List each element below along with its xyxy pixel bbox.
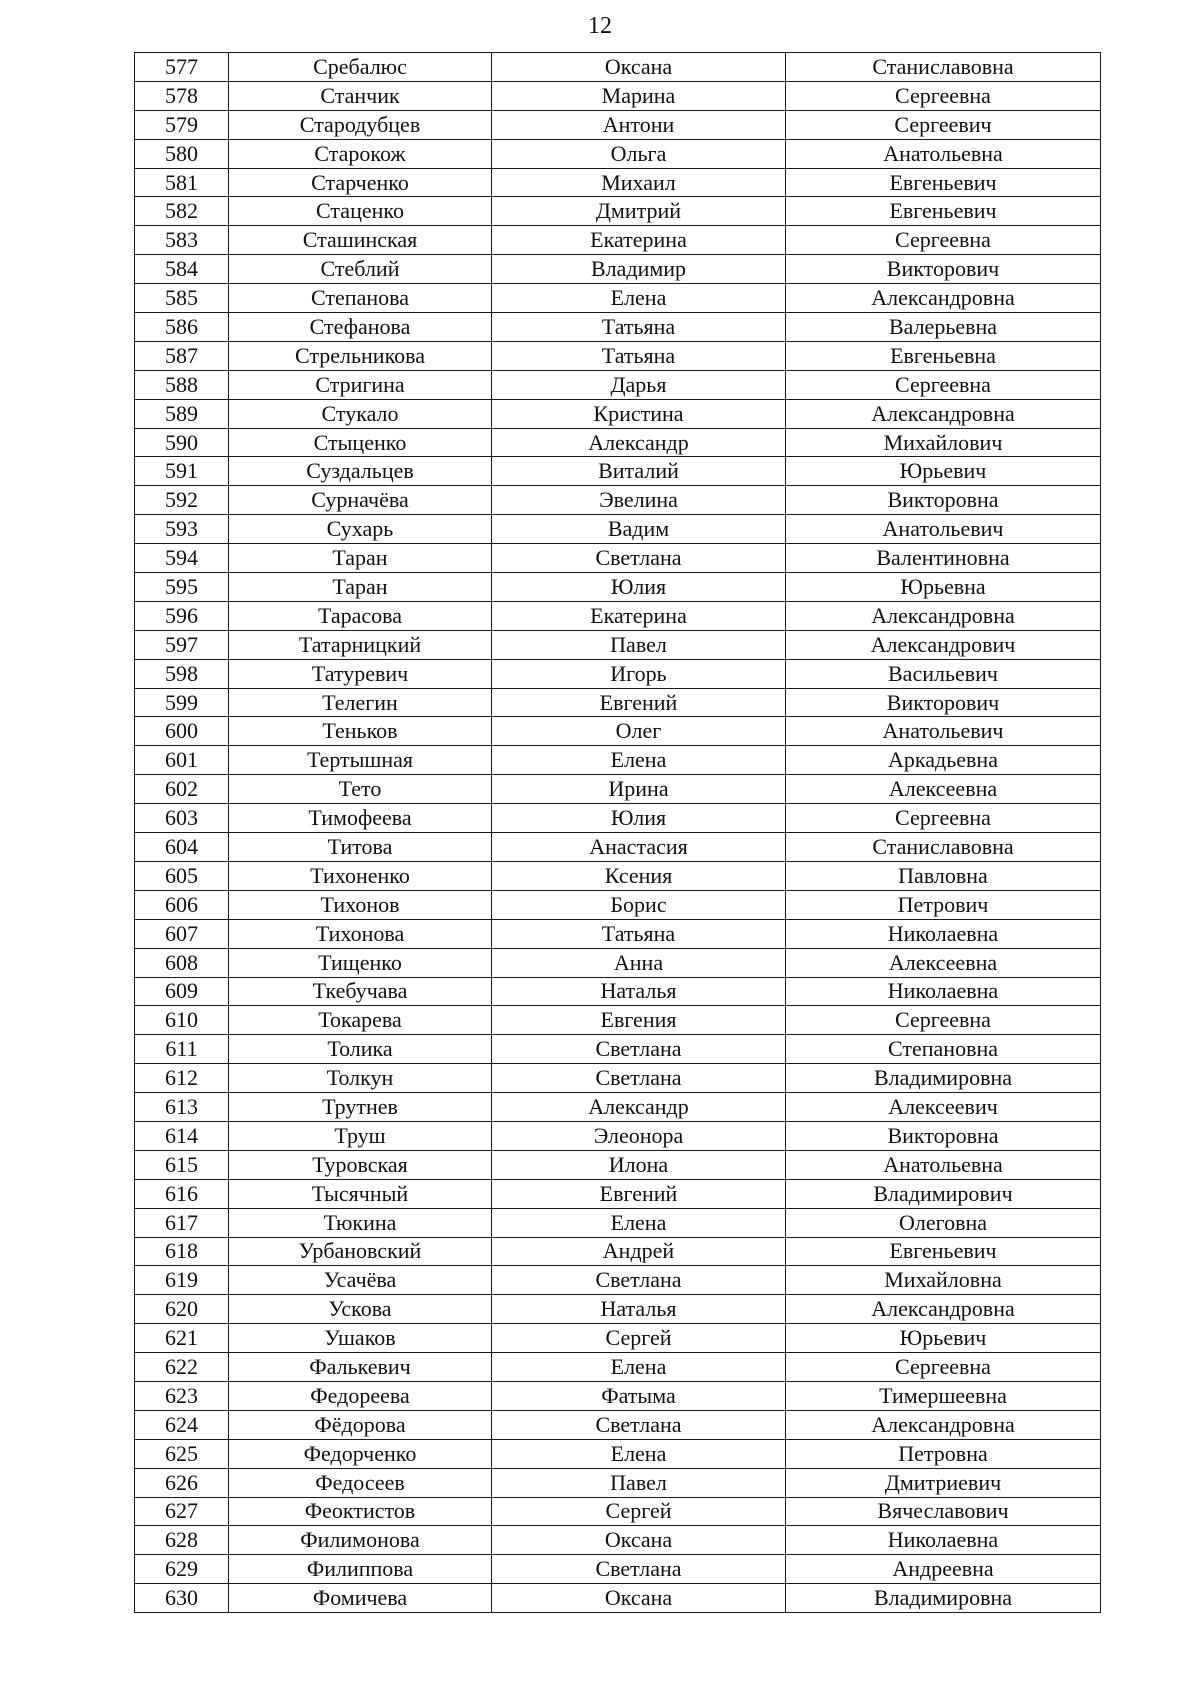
first-name-cell: Юлия xyxy=(492,804,786,833)
row-number-cell: 585 xyxy=(135,284,229,313)
first-name-cell: Павел xyxy=(492,630,786,659)
patronymic-cell: Сергеевна xyxy=(786,1353,1101,1382)
first-name-cell: Фатыма xyxy=(492,1381,786,1410)
first-name-cell: Сергей xyxy=(492,1324,786,1353)
first-name-cell: Ольга xyxy=(492,139,786,168)
table-row xyxy=(135,1064,1101,1093)
last-name-cell: Тарасова xyxy=(229,601,492,630)
table-row xyxy=(135,486,1101,515)
first-name-cell: Игорь xyxy=(492,659,786,688)
table-row xyxy=(135,659,1101,688)
first-name-cell: Татьяна xyxy=(492,313,786,342)
patronymic-cell: Юрьевич xyxy=(786,1324,1101,1353)
table-row xyxy=(135,630,1101,659)
patronymic-cell: Евгеньевич xyxy=(786,1237,1101,1266)
patronymic-cell: Валентиновна xyxy=(786,544,1101,573)
last-name-cell: Сурначёва xyxy=(229,486,492,515)
patronymic-cell: Александровна xyxy=(786,1295,1101,1324)
patronymic-cell: Дмитриевич xyxy=(786,1468,1101,1497)
patronymic-cell: Алексеевна xyxy=(786,948,1101,977)
row-number-cell: 606 xyxy=(135,890,229,919)
first-name-cell: Ксения xyxy=(492,861,786,890)
patronymic-cell: Александровна xyxy=(786,601,1101,630)
row-number-cell: 603 xyxy=(135,804,229,833)
table-row xyxy=(135,746,1101,775)
patronymic-cell: Станиславовна xyxy=(786,53,1101,82)
last-name-cell: Тюкина xyxy=(229,1208,492,1237)
first-name-cell: Александр xyxy=(492,1093,786,1122)
row-number-cell: 613 xyxy=(135,1093,229,1122)
row-number-cell: 629 xyxy=(135,1555,229,1584)
row-number-cell: 614 xyxy=(135,1121,229,1150)
table-row xyxy=(135,977,1101,1006)
table-row xyxy=(135,688,1101,717)
table-row xyxy=(135,81,1101,110)
table-row xyxy=(135,833,1101,862)
table-row xyxy=(135,457,1101,486)
first-name-cell: Елена xyxy=(492,1439,786,1468)
first-name-cell: Павел xyxy=(492,1468,786,1497)
first-name-cell: Наталья xyxy=(492,1295,786,1324)
row-number-cell: 611 xyxy=(135,1035,229,1064)
first-name-cell: Антони xyxy=(492,110,786,139)
row-number-cell: 601 xyxy=(135,746,229,775)
last-name-cell: Трутнев xyxy=(229,1093,492,1122)
last-name-cell: Стаценко xyxy=(229,197,492,226)
table-row xyxy=(135,428,1101,457)
last-name-cell: Стефанова xyxy=(229,313,492,342)
row-number-cell: 591 xyxy=(135,457,229,486)
patronymic-cell: Владимировна xyxy=(786,1064,1101,1093)
patronymic-cell: Павловна xyxy=(786,861,1101,890)
patronymic-cell: Васильевич xyxy=(786,659,1101,688)
table-row xyxy=(135,399,1101,428)
first-name-cell: Дарья xyxy=(492,370,786,399)
last-name-cell: Стеблий xyxy=(229,255,492,284)
first-name-cell: Владимир xyxy=(492,255,786,284)
row-number-cell: 578 xyxy=(135,81,229,110)
row-number-cell: 588 xyxy=(135,370,229,399)
patronymic-cell: Александровна xyxy=(786,399,1101,428)
row-number-cell: 618 xyxy=(135,1237,229,1266)
last-name-cell: Тысячный xyxy=(229,1179,492,1208)
row-number-cell: 600 xyxy=(135,717,229,746)
last-name-cell: Феоктистов xyxy=(229,1497,492,1526)
patronymic-cell: Анатольевна xyxy=(786,1150,1101,1179)
table-row xyxy=(135,515,1101,544)
row-number-cell: 582 xyxy=(135,197,229,226)
patronymic-cell: Тимершеевна xyxy=(786,1381,1101,1410)
row-number-cell: 619 xyxy=(135,1266,229,1295)
first-name-cell: Марина xyxy=(492,81,786,110)
row-number-cell: 610 xyxy=(135,1006,229,1035)
patronymic-cell: Евгеньевна xyxy=(786,341,1101,370)
patronymic-cell: Аркадьевна xyxy=(786,746,1101,775)
patronymic-cell: Станиславовна xyxy=(786,833,1101,862)
last-name-cell: Тихоненко xyxy=(229,861,492,890)
last-name-cell: Федосеев xyxy=(229,1468,492,1497)
last-name-cell: Фомичева xyxy=(229,1584,492,1613)
first-name-cell: Елена xyxy=(492,1208,786,1237)
table-row xyxy=(135,1266,1101,1295)
row-number-cell: 626 xyxy=(135,1468,229,1497)
last-name-cell: Стыценко xyxy=(229,428,492,457)
first-name-cell: Екатерина xyxy=(492,601,786,630)
patronymic-cell: Викторовна xyxy=(786,486,1101,515)
row-number-cell: 583 xyxy=(135,226,229,255)
last-name-cell: Сребалюс xyxy=(229,53,492,82)
roster-table xyxy=(134,52,1101,1613)
patronymic-cell: Александровна xyxy=(786,1410,1101,1439)
patronymic-cell: Сергеевна xyxy=(786,370,1101,399)
first-name-cell: Кристина xyxy=(492,399,786,428)
table-row xyxy=(135,1584,1101,1613)
table-row xyxy=(135,1324,1101,1353)
patronymic-cell: Петровна xyxy=(786,1439,1101,1468)
last-name-cell: Стукало xyxy=(229,399,492,428)
first-name-cell: Евгений xyxy=(492,688,786,717)
table-row xyxy=(135,341,1101,370)
first-name-cell: Анна xyxy=(492,948,786,977)
row-number-cell: 596 xyxy=(135,601,229,630)
last-name-cell: Стародубцев xyxy=(229,110,492,139)
last-name-cell: Фёдорова xyxy=(229,1410,492,1439)
last-name-cell: Тето xyxy=(229,775,492,804)
table-row xyxy=(135,1353,1101,1382)
first-name-cell: Ирина xyxy=(492,775,786,804)
table-row xyxy=(135,110,1101,139)
last-name-cell: Ускова xyxy=(229,1295,492,1324)
row-number-cell: 594 xyxy=(135,544,229,573)
first-name-cell: Дмитрий xyxy=(492,197,786,226)
table-row xyxy=(135,226,1101,255)
table-row xyxy=(135,53,1101,82)
patronymic-cell: Степановна xyxy=(786,1035,1101,1064)
row-number-cell: 593 xyxy=(135,515,229,544)
first-name-cell: Элеонора xyxy=(492,1121,786,1150)
last-name-cell: Стрельникова xyxy=(229,341,492,370)
patronymic-cell: Сергеевна xyxy=(786,81,1101,110)
last-name-cell: Старченко xyxy=(229,168,492,197)
last-name-cell: Старокож xyxy=(229,139,492,168)
patronymic-cell: Александрович xyxy=(786,630,1101,659)
first-name-cell: Екатерина xyxy=(492,226,786,255)
first-name-cell: Наталья xyxy=(492,977,786,1006)
patronymic-cell: Анатольевич xyxy=(786,717,1101,746)
table-row xyxy=(135,1035,1101,1064)
last-name-cell: Туровская xyxy=(229,1150,492,1179)
patronymic-cell: Андреевна xyxy=(786,1555,1101,1584)
last-name-cell: Титова xyxy=(229,833,492,862)
row-number-cell: 615 xyxy=(135,1150,229,1179)
last-name-cell: Фалькевич xyxy=(229,1353,492,1382)
table-row xyxy=(135,1381,1101,1410)
last-name-cell: Тихонов xyxy=(229,890,492,919)
table-row xyxy=(135,948,1101,977)
patronymic-cell: Олеговна xyxy=(786,1208,1101,1237)
row-number-cell: 577 xyxy=(135,53,229,82)
first-name-cell: Татьяна xyxy=(492,919,786,948)
patronymic-cell: Вячеславович xyxy=(786,1497,1101,1526)
last-name-cell: Степанова xyxy=(229,284,492,313)
table-row xyxy=(135,1526,1101,1555)
first-name-cell: Илона xyxy=(492,1150,786,1179)
table-row xyxy=(135,601,1101,630)
row-number-cell: 599 xyxy=(135,688,229,717)
row-number-cell: 607 xyxy=(135,919,229,948)
table-row xyxy=(135,1121,1101,1150)
patronymic-cell: Юрьевна xyxy=(786,573,1101,602)
table-row xyxy=(135,1179,1101,1208)
table-row xyxy=(135,313,1101,342)
row-number-cell: 598 xyxy=(135,659,229,688)
patronymic-cell: Владимировна xyxy=(786,1584,1101,1613)
table-row xyxy=(135,573,1101,602)
table-row xyxy=(135,717,1101,746)
last-name-cell: Сташинская xyxy=(229,226,492,255)
patronymic-cell: Алексеевна xyxy=(786,775,1101,804)
last-name-cell: Теньков xyxy=(229,717,492,746)
first-name-cell: Евгений xyxy=(492,1179,786,1208)
row-number-cell: 587 xyxy=(135,341,229,370)
table-row xyxy=(135,861,1101,890)
last-name-cell: Тимофеева xyxy=(229,804,492,833)
patronymic-cell: Михайловна xyxy=(786,1266,1101,1295)
patronymic-cell: Николаевна xyxy=(786,977,1101,1006)
patronymic-cell: Сергеевна xyxy=(786,1006,1101,1035)
first-name-cell: Светлана xyxy=(492,544,786,573)
row-number-cell: 627 xyxy=(135,1497,229,1526)
table-row xyxy=(135,919,1101,948)
first-name-cell: Светлана xyxy=(492,1410,786,1439)
first-name-cell: Эвелина xyxy=(492,486,786,515)
last-name-cell: Тищенко xyxy=(229,948,492,977)
row-number-cell: 597 xyxy=(135,630,229,659)
first-name-cell: Олег xyxy=(492,717,786,746)
row-number-cell: 592 xyxy=(135,486,229,515)
first-name-cell: Михаил xyxy=(492,168,786,197)
first-name-cell: Светлана xyxy=(492,1266,786,1295)
last-name-cell: Федорченко xyxy=(229,1439,492,1468)
row-number-cell: 580 xyxy=(135,139,229,168)
table-row xyxy=(135,1150,1101,1179)
row-number-cell: 590 xyxy=(135,428,229,457)
row-number-cell: 616 xyxy=(135,1179,229,1208)
row-number-cell: 612 xyxy=(135,1064,229,1093)
patronymic-cell: Анатольевич xyxy=(786,515,1101,544)
page-number: 12 xyxy=(588,13,612,39)
first-name-cell: Татьяна xyxy=(492,341,786,370)
patronymic-cell: Валерьевна xyxy=(786,313,1101,342)
last-name-cell: Татуревич xyxy=(229,659,492,688)
first-name-cell: Вадим xyxy=(492,515,786,544)
last-name-cell: Тертышная xyxy=(229,746,492,775)
row-number-cell: 589 xyxy=(135,399,229,428)
table-row xyxy=(135,804,1101,833)
last-name-cell: Таран xyxy=(229,573,492,602)
last-name-cell: Татарницкий xyxy=(229,630,492,659)
last-name-cell: Урбановский xyxy=(229,1237,492,1266)
first-name-cell: Елена xyxy=(492,284,786,313)
table-row xyxy=(135,168,1101,197)
patronymic-cell: Петрович xyxy=(786,890,1101,919)
last-name-cell: Ткебучава xyxy=(229,977,492,1006)
row-number-cell: 622 xyxy=(135,1353,229,1382)
patronymic-cell: Викторович xyxy=(786,688,1101,717)
table-row xyxy=(135,284,1101,313)
first-name-cell: Евгения xyxy=(492,1006,786,1035)
last-name-cell: Толкун xyxy=(229,1064,492,1093)
row-number-cell: 608 xyxy=(135,948,229,977)
last-name-cell: Токарева xyxy=(229,1006,492,1035)
first-name-cell: Борис xyxy=(492,890,786,919)
table-row xyxy=(135,1006,1101,1035)
last-name-cell: Федореева xyxy=(229,1381,492,1410)
last-name-cell: Тихонова xyxy=(229,919,492,948)
row-number-cell: 584 xyxy=(135,255,229,284)
last-name-cell: Филимонова xyxy=(229,1526,492,1555)
first-name-cell: Анастасия xyxy=(492,833,786,862)
table-row xyxy=(135,890,1101,919)
patronymic-cell: Сергеевна xyxy=(786,226,1101,255)
patronymic-cell: Николаевна xyxy=(786,919,1101,948)
table-row xyxy=(135,197,1101,226)
table-row xyxy=(135,1208,1101,1237)
patronymic-cell: Викторовна xyxy=(786,1121,1101,1150)
first-name-cell: Светлана xyxy=(492,1035,786,1064)
row-number-cell: 579 xyxy=(135,110,229,139)
row-number-cell: 581 xyxy=(135,168,229,197)
last-name-cell: Сухарь xyxy=(229,515,492,544)
last-name-cell: Таран xyxy=(229,544,492,573)
last-name-cell: Телегин xyxy=(229,688,492,717)
last-name-cell: Толика xyxy=(229,1035,492,1064)
table-row xyxy=(135,1237,1101,1266)
last-name-cell: Стригина xyxy=(229,370,492,399)
patronymic-cell: Алексеевич xyxy=(786,1093,1101,1122)
table-row xyxy=(135,139,1101,168)
row-number-cell: 628 xyxy=(135,1526,229,1555)
last-name-cell: Ушаков xyxy=(229,1324,492,1353)
table-row xyxy=(135,370,1101,399)
patronymic-cell: Юрьевич xyxy=(786,457,1101,486)
patronymic-cell: Евгеньевич xyxy=(786,168,1101,197)
table-row xyxy=(135,1468,1101,1497)
patronymic-cell: Сергеевич xyxy=(786,110,1101,139)
table-row xyxy=(135,1093,1101,1122)
last-name-cell: Филиппова xyxy=(229,1555,492,1584)
first-name-cell: Оксана xyxy=(492,53,786,82)
first-name-cell: Оксана xyxy=(492,1526,786,1555)
roster-table-body xyxy=(135,53,1101,1613)
row-number-cell: 586 xyxy=(135,313,229,342)
first-name-cell: Оксана xyxy=(492,1584,786,1613)
patronymic-cell: Николаевна xyxy=(786,1526,1101,1555)
table-row xyxy=(135,1410,1101,1439)
row-number-cell: 604 xyxy=(135,833,229,862)
row-number-cell: 617 xyxy=(135,1208,229,1237)
first-name-cell: Сергей xyxy=(492,1497,786,1526)
patronymic-cell: Викторович xyxy=(786,255,1101,284)
first-name-cell: Александр xyxy=(492,428,786,457)
patronymic-cell: Евгеньевич xyxy=(786,197,1101,226)
patronymic-cell: Михайлович xyxy=(786,428,1101,457)
row-number-cell: 609 xyxy=(135,977,229,1006)
first-name-cell: Светлана xyxy=(492,1555,786,1584)
table-row xyxy=(135,1439,1101,1468)
table-row xyxy=(135,255,1101,284)
row-number-cell: 620 xyxy=(135,1295,229,1324)
row-number-cell: 630 xyxy=(135,1584,229,1613)
table-row xyxy=(135,1555,1101,1584)
last-name-cell: Станчик xyxy=(229,81,492,110)
row-number-cell: 624 xyxy=(135,1410,229,1439)
first-name-cell: Елена xyxy=(492,1353,786,1382)
patronymic-cell: Анатольевна xyxy=(786,139,1101,168)
table-row xyxy=(135,544,1101,573)
table-row xyxy=(135,1295,1101,1324)
row-number-cell: 623 xyxy=(135,1381,229,1410)
row-number-cell: 605 xyxy=(135,861,229,890)
table-row xyxy=(135,1497,1101,1526)
row-number-cell: 625 xyxy=(135,1439,229,1468)
first-name-cell: Юлия xyxy=(492,573,786,602)
row-number-cell: 602 xyxy=(135,775,229,804)
patronymic-cell: Александровна xyxy=(786,284,1101,313)
row-number-cell: 621 xyxy=(135,1324,229,1353)
first-name-cell: Виталий xyxy=(492,457,786,486)
first-name-cell: Елена xyxy=(492,746,786,775)
first-name-cell: Светлана xyxy=(492,1064,786,1093)
table-row xyxy=(135,775,1101,804)
patronymic-cell: Сергеевна xyxy=(786,804,1101,833)
last-name-cell: Труш xyxy=(229,1121,492,1150)
last-name-cell: Усачёва xyxy=(229,1266,492,1295)
last-name-cell: Суздальцев xyxy=(229,457,492,486)
patronymic-cell: Владимирович xyxy=(786,1179,1101,1208)
row-number-cell: 595 xyxy=(135,573,229,602)
first-name-cell: Андрей xyxy=(492,1237,786,1266)
